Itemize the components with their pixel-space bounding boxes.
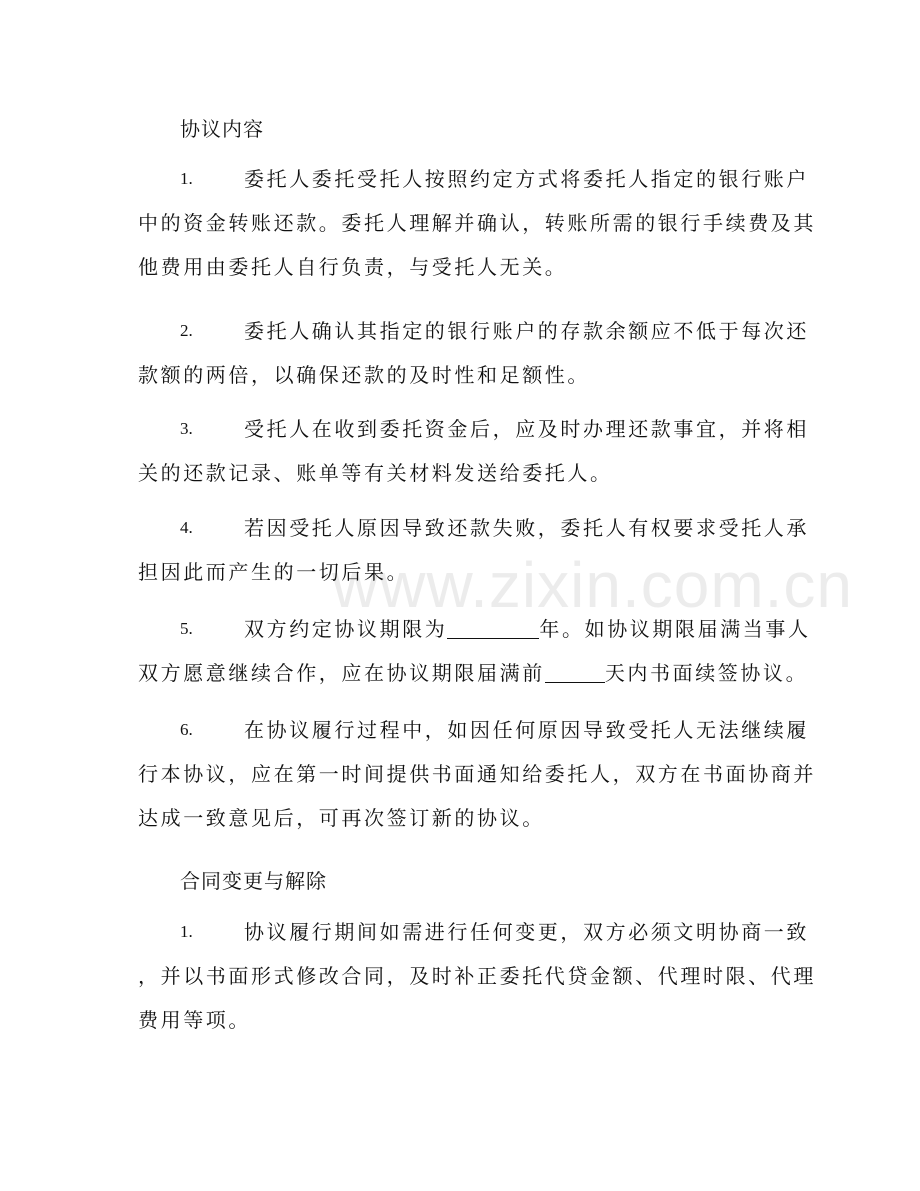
clause-line: 关的还款记录、账单等有关材料发送给委托人。	[138, 461, 613, 485]
clause-line: 款额的两倍，以确保还款的及时性和足额性。	[138, 363, 590, 387]
section-heading-contract-change: 合同变更与解除	[180, 869, 327, 893]
clause-line	[138, 651, 809, 695]
clause-line: 达成一致意见后，可再次签订新的协议。	[138, 806, 545, 830]
clause-item	[138, 157, 816, 289]
clause-line: ，并以书面形式修改合同，及时补正委托代贷金额、代理时限、代理	[138, 964, 816, 988]
clause-line: 受托人在收到委托资金后，应及时办理还款事宜，并将相	[244, 417, 809, 441]
clause-item	[138, 309, 809, 397]
clause-number: 1.	[180, 169, 193, 188]
clause-number: 2.	[180, 321, 193, 340]
clause-line: 担因此而产生的一切后果。	[138, 560, 410, 584]
clause-line	[138, 607, 811, 651]
term-years-blank[interactable]	[447, 614, 539, 639]
clause-item	[138, 607, 811, 695]
clause-number: 5.	[180, 619, 193, 638]
clause-line: 协议履行期间如需进行任何变更，双方必须文明协商一致	[244, 920, 809, 944]
section-heading-agreement-content: 协议内容	[180, 117, 264, 141]
clause-number: 4.	[180, 518, 193, 537]
clause-text: 天内书面续签协议。	[604, 661, 809, 685]
clause-line: 中的资金转账还款。委托人理解并确认，转账所需的银行手续费及其	[138, 211, 816, 235]
clause-item	[138, 708, 816, 840]
clause-line: 若因受托人原因导致还款失败，委托人有权要求受托人承	[244, 516, 809, 540]
clause-number: 6.	[180, 720, 193, 739]
clause-line: 费用等项。	[138, 1008, 251, 1032]
clause-number: 1.	[180, 922, 193, 941]
clause-line: 行本协议，应在第一时间提供书面通知给委托人，双方在书面协商并	[138, 762, 816, 786]
clause-line: 委托人委托受托人按照约定方式将委托人指定的银行账户	[244, 167, 809, 191]
clause-item	[138, 407, 809, 495]
clause-line: 委托人确认其指定的银行账户的存款余额应不低于每次还	[244, 319, 809, 343]
clause-line: 他费用由委托人自行负责，与受托人无关。	[138, 255, 568, 279]
renewal-days-blank[interactable]	[545, 658, 605, 683]
clause-item	[138, 910, 816, 1042]
clause-text: 双方约定协议期限为	[244, 617, 448, 641]
clause-text: 双方愿意继续合作，应在协议期限届满前	[138, 661, 545, 685]
clause-line: 在协议履行过程中，如因任何原因导致受托人无法继续履	[244, 718, 809, 742]
clause-item	[138, 506, 809, 594]
clause-text: 年。如协议期限届满当事人	[539, 617, 811, 641]
clause-number: 3.	[180, 419, 193, 438]
watermark: www.zixin.com.cn	[332, 549, 853, 621]
